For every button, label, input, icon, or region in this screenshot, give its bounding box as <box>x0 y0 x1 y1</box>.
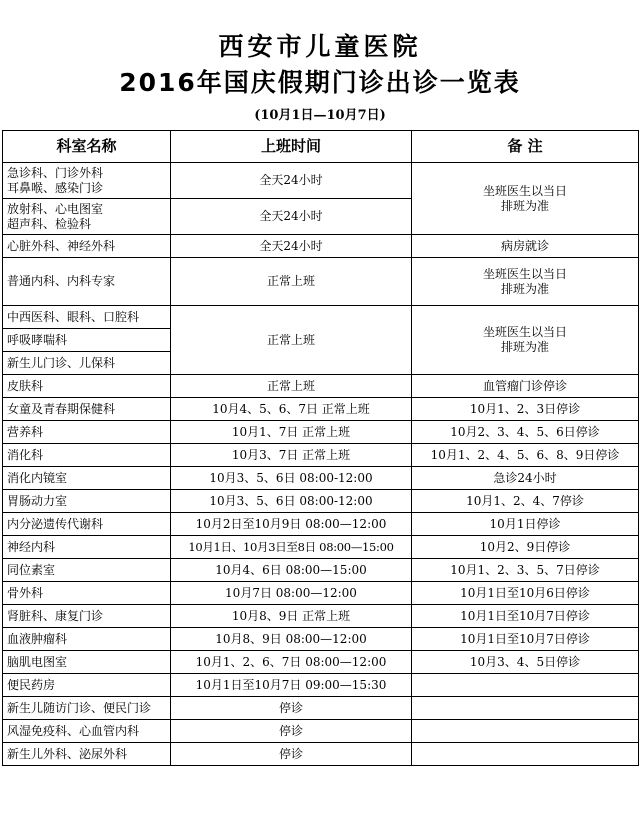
table-row <box>3 720 639 743</box>
table-row <box>3 490 639 513</box>
note-line: 坐班医生以当日 <box>482 325 567 339</box>
time-cell: 正常上班 <box>171 306 412 375</box>
schedule-title: 2016年国庆假期门诊出诊一览表 <box>119 68 521 97</box>
dept-cell: 肾脏科、康复门诊 <box>3 605 171 628</box>
dept-cell: 中西医科、眼科、口腔科 <box>3 306 171 329</box>
dept-cell: 皮肤科 <box>3 375 171 398</box>
time-cell: 正常上班 <box>171 375 412 398</box>
table-row <box>3 258 639 306</box>
note-line: 排班为准 <box>500 340 549 354</box>
dept-cell: 便民药房 <box>3 674 171 697</box>
note-cell: 10月1日至10月7日停诊 <box>412 628 639 651</box>
note-cell: 10月2、9日停诊 <box>412 536 639 559</box>
table-row <box>3 536 639 559</box>
table-row <box>3 398 639 421</box>
note-cell: 10月1日至10月6日停诊 <box>412 582 639 605</box>
note-line: 排班为准 <box>500 198 549 213</box>
dept-line: 超声科、检验科 <box>7 216 92 231</box>
dept-cell: 同位素室 <box>3 559 171 582</box>
note-cell: 10月1、2、4、7停诊 <box>412 490 639 513</box>
time-cell: 10月7日 08:00—12:00 <box>171 582 412 605</box>
dept-line: 耳鼻喉、感染门诊 <box>7 180 104 195</box>
dept-cell: 脑肌电图室 <box>3 651 171 674</box>
time-cell: 10月2日至10月9日 08:00—12:00 <box>171 513 412 536</box>
time-cell: 10月1日至10月7日 09:00—15:30 <box>171 674 412 697</box>
dept-line: 急诊科、门诊外科 <box>7 165 104 180</box>
time-cell: 停诊 <box>171 697 412 720</box>
table-row <box>3 375 639 398</box>
note-line: 排班为准 <box>500 281 549 296</box>
note-cell: 10月3、4、5日停诊 <box>412 651 639 674</box>
dept-cell: 血液肿瘤科 <box>3 628 171 651</box>
header-time: 上班时间 <box>171 131 412 163</box>
note-cell <box>412 674 639 697</box>
dept-cell <box>3 199 171 235</box>
note-cell: 10月1、2、3、5、7日停诊 <box>412 559 639 582</box>
time-cell: 10月1、2、6、7日 08:00—12:00 <box>171 651 412 674</box>
note-cell <box>412 306 639 375</box>
table-header-row <box>3 131 639 163</box>
time-cell: 10月4、5、6、7日 正常上班 <box>171 398 412 421</box>
table-row <box>3 444 639 467</box>
dept-cell: 骨外科 <box>3 582 171 605</box>
schedule-table <box>2 130 639 766</box>
time-cell: 停诊 <box>171 720 412 743</box>
dept-cell: 风湿免疫科、心血管内科 <box>3 720 171 743</box>
note-cell: 血管瘤门诊停诊 <box>412 375 639 398</box>
dept-line: 放射科、心电图室 <box>7 201 104 216</box>
table-row <box>3 467 639 490</box>
dept-cell: 消化科 <box>3 444 171 467</box>
header-dept: 科室名称 <box>3 131 171 163</box>
note-cell: 急诊24小时 <box>412 467 639 490</box>
time-cell: 10月1、7日 正常上班 <box>171 421 412 444</box>
table-row <box>3 605 639 628</box>
note-cell <box>412 258 639 306</box>
dept-cell: 内分泌遗传代谢科 <box>3 513 171 536</box>
table-row <box>3 651 639 674</box>
note-cell: 10月1、2、3日停诊 <box>412 398 639 421</box>
dept-cell: 心脏外科、神经外科 <box>3 235 171 258</box>
table-row <box>3 582 639 605</box>
header-note: 备 注 <box>412 131 639 163</box>
time-cell: 10月3、7日 正常上班 <box>171 444 412 467</box>
time-cell: 10月8、9日 08:00—12:00 <box>171 628 412 651</box>
dept-cell: 呼吸哮喘科 <box>3 329 171 352</box>
dept-cell: 新生儿外科、泌尿外科 <box>3 743 171 766</box>
time-cell: 停诊 <box>171 743 412 766</box>
note-cell: 病房就诊 <box>412 235 639 258</box>
date-range-subtitle: (10月1日—10月7日) <box>254 108 386 123</box>
table-row <box>3 628 639 651</box>
time-cell: 全天24小时 <box>171 199 412 235</box>
dept-cell: 神经内科 <box>3 536 171 559</box>
dept-cell <box>3 163 171 199</box>
dept-cell: 女童及青春期保健科 <box>3 398 171 421</box>
note-line: 坐班医生以当日 <box>482 266 567 281</box>
dept-cell: 新生儿随访门诊、便民门诊 <box>3 697 171 720</box>
note-cell <box>412 163 639 235</box>
time-cell: 10月1日、10月3日至8日 08:00—15:00 <box>171 536 412 559</box>
table-row <box>3 559 639 582</box>
time-cell: 全天24小时 <box>171 163 412 199</box>
time-cell: 10月3、5、6日 08:00-12:00 <box>171 490 412 513</box>
hospital-title: 西安市儿童医院 <box>218 32 422 61</box>
dept-cell: 营养科 <box>3 421 171 444</box>
time-cell: 10月3、5、6日 08:00-12:00 <box>171 467 412 490</box>
time-cell: 全天24小时 <box>171 235 412 258</box>
note-cell: 10月2、3、4、5、6日停诊 <box>412 421 639 444</box>
dept-cell: 胃肠动力室 <box>3 490 171 513</box>
note-cell: 10月1日停诊 <box>412 513 639 536</box>
dept-cell: 新生儿门诊、儿保科 <box>3 352 171 375</box>
table-row <box>3 421 639 444</box>
dept-cell: 普通内科、内科专家 <box>3 258 171 306</box>
table-row <box>3 743 639 766</box>
table-row <box>3 163 639 199</box>
time-cell: 10月4、6日 08:00—15:00 <box>171 559 412 582</box>
table-row <box>3 697 639 720</box>
table-row <box>3 674 639 697</box>
dept-cell: 消化内镜室 <box>3 467 171 490</box>
note-cell: 10月1、2、4、5、6、8、9日停诊 <box>412 444 639 467</box>
note-cell: 10月1日至10月7日停诊 <box>412 605 639 628</box>
table-row <box>3 235 639 258</box>
table-row <box>3 306 639 329</box>
time-cell: 10月8、9日 正常上班 <box>171 605 412 628</box>
time-cell: 正常上班 <box>171 258 412 306</box>
note-cell <box>412 697 639 720</box>
note-cell <box>412 743 639 766</box>
table-row <box>3 513 639 536</box>
note-line: 坐班医生以当日 <box>482 183 567 198</box>
note-cell <box>412 720 639 743</box>
